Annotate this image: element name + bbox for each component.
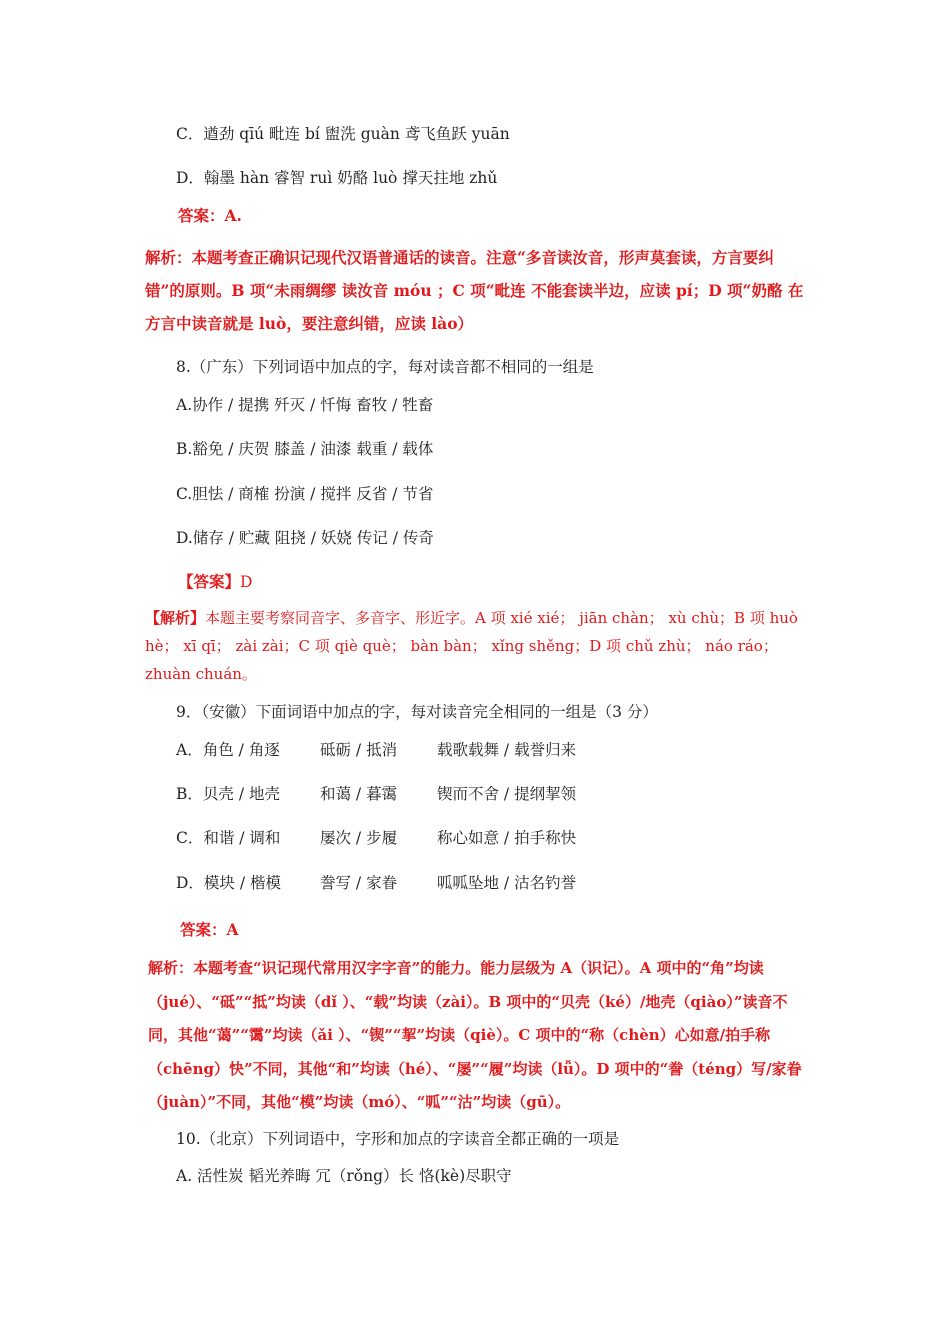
q7-option-c: C．遒劲 qīú 毗连 bí 盥洗 guàn 鸢飞鱼跃 yuān	[176, 125, 510, 143]
q8-analysis	[145, 604, 813, 688]
q9-stem: 9．（安徽）下面词语中加点的字，每对读音完全相同的一组是（3 分）	[176, 703, 658, 721]
q8-answer-value: D	[240, 573, 253, 591]
q8-option-d: D.储存 / 贮藏 阻挠 / 妖娆 传记 / 传奇	[176, 529, 434, 547]
q8-option-b: B.豁免 / 庆贺 膝盖 / 油漆 载重 / 载体	[176, 440, 434, 458]
q8-stem: 8.（广东）下列词语中加点的字，每对读音都不相同的一组是	[176, 358, 594, 376]
q9-row-c-col3: 称心如意 / 拍手称快	[437, 829, 577, 847]
q8-answer-tag: 【答案】	[178, 572, 241, 591]
q8-answer	[178, 572, 252, 592]
q9-row-a-col2: 砥砺 / 抵消	[320, 741, 398, 759]
q9-row-a-col3: 载歌载舞 / 载誉归来	[437, 741, 577, 759]
q10-stem: 10.（北京）下列词语中，字形和加点的字读音全都正确的一项是	[176, 1130, 620, 1148]
q8-option-a: A.协作 / 提携 歼灭 / 忏悔 畜牧 / 牲畜	[176, 396, 434, 414]
q7-analysis: 解析：本题考查正确识记现代汉语普通话的读音。注意“多音读汝音，形声莫套读，方言要纠错”的原则。B 项“未雨绸缪 读汝音 móu ；C 项“毗连 不能套读半边，应读 pí；D 项“奶酪 在方言中读音就是 luò，要注意纠错，应读 lào）	[145, 248, 804, 333]
q9-row-b-col2: 和蔼 / 暮霭	[320, 785, 398, 803]
q8-analysis-tag: 【解析】	[145, 609, 206, 627]
q9-row-d-col3: 呱呱坠地 / 沽名钓誉	[437, 874, 577, 892]
q9-row-d-col1: D．模块 / 楷模	[176, 874, 282, 892]
q9-row-c-col1: C．和谐 / 调和	[176, 829, 281, 847]
q7-option-d: D．翰墨 hàn 睿智 ruì 奶酪 luò 撑天拄地 zhǔ	[176, 169, 498, 187]
q9-row-b-col1: B．贝壳 / 地壳	[176, 785, 280, 803]
q10-option-a: A. 活性炭 韬光养晦 冗（rǒng）长 恪(kè)尽职守	[176, 1167, 512, 1185]
q9-row-b-col3: 锲而不舍 / 提纲挈领	[437, 785, 577, 803]
q9-answer: 答案：A	[180, 920, 239, 939]
q9-analysis: 解析：本题考查“识记现代常用汉字字音”的能力。能力层级为 A（识记）。A 项中的“角”均读（jué）、“砥”“抵”均读（dǐ ）、“载”均读（zài）。B 项中的“贝壳（ké）/地壳（qiào）”读音不同，其他“蔼”“霭”均读（ǎi ）、“锲”“挈”均读（qiè）。C 项中的“称（chèn）心如意/拍手称（chēng）快”不同，其他“和”均读（hé）、“屡”“履”均读（lǚ）。D 项中的“誊（téng）写/家眷（juàn）”不同，其他“模”均读（mó）、“呱”“沽”均读（gū）。	[148, 959, 802, 1111]
q9-row-c-col2: 屡次 / 步履	[320, 829, 398, 847]
q8-analysis-text: 本题主要考察同音字、多音字、形近字。A 项 xié xié； jiān chàn； xù chù；B 项 huò hè； xī qī； zài zài；C 项 qiè què； bàn bàn； xǐng shěng；D 项 chǔ zhù； náo ráo； zhuàn chuán。	[145, 609, 798, 683]
q9-row-d-col2: 誊写 / 家眷	[320, 874, 398, 892]
q8-option-c: C.胆怯 / 商榷 扮演 / 搅拌 反省 / 节省	[176, 485, 434, 503]
q7-answer: 答案：A.	[178, 206, 242, 225]
q9-row-a-col1: A．角色 / 角逐	[176, 741, 280, 759]
